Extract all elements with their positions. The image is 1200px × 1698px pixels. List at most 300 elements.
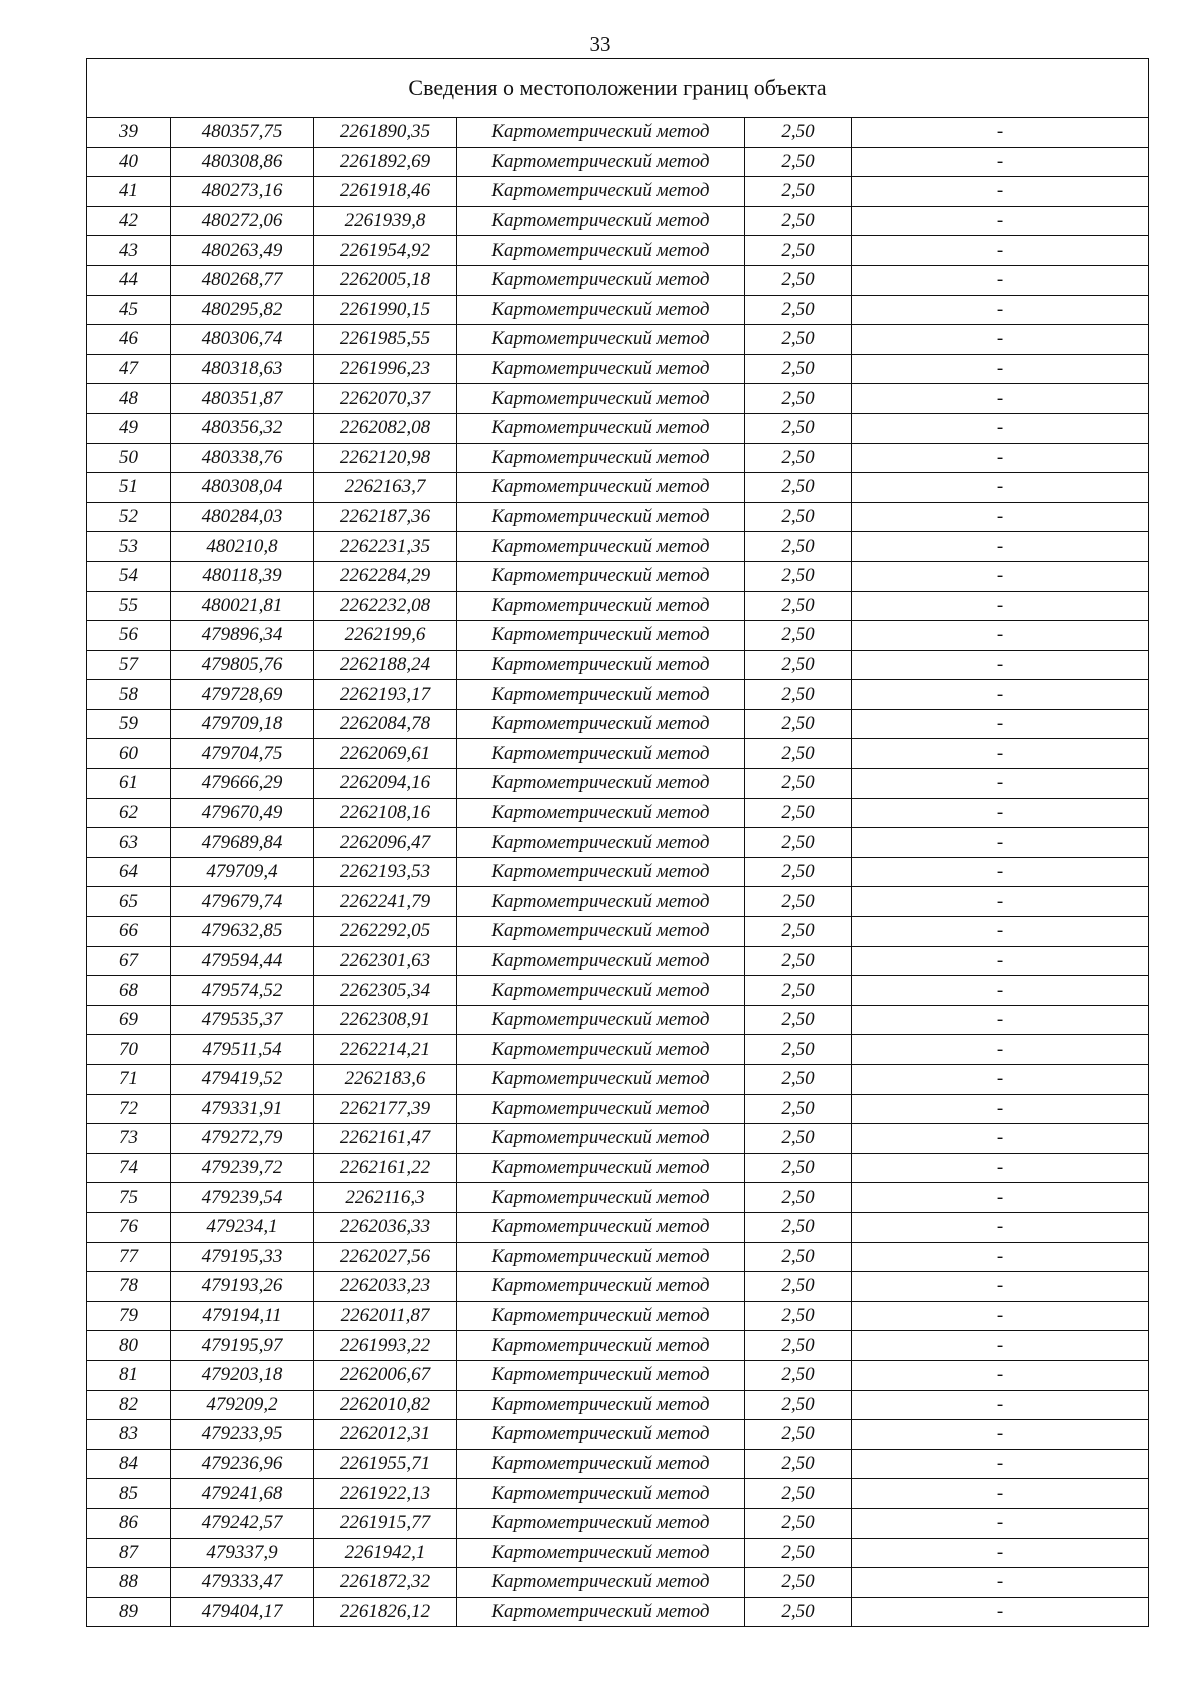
table-title: Сведения о местоположении границ объекта [87,59,1149,118]
y-coordinate-cell: 2262231,35 [314,532,457,562]
table-row [87,384,1149,414]
precision-cell: 2,50 [745,1005,852,1035]
point-number-cell: 76 [87,1212,171,1242]
description-cell: - [852,502,1149,532]
point-number-cell: 57 [87,650,171,680]
method-cell: Картометрический метод [457,1212,745,1242]
point-number-cell: 54 [87,561,171,591]
table-row [87,354,1149,384]
point-number-cell: 72 [87,1094,171,1124]
point-number-cell: 64 [87,857,171,887]
method-cell: Картометрический метод [457,147,745,177]
precision-cell: 2,50 [745,591,852,621]
precision-cell: 2,50 [745,1568,852,1598]
precision-cell: 2,50 [745,1449,852,1479]
description-cell: - [852,1183,1149,1213]
y-coordinate-cell: 2262301,63 [314,946,457,976]
method-cell: Картометрический метод [457,354,745,384]
y-coordinate-cell: 2262012,31 [314,1420,457,1450]
x-coordinate-cell: 480284,03 [171,502,314,532]
x-coordinate-cell: 479236,96 [171,1449,314,1479]
description-cell: - [852,1153,1149,1183]
table-row [87,206,1149,236]
precision-cell: 2,50 [745,621,852,651]
table-row [87,236,1149,266]
description-cell: - [852,1360,1149,1390]
description-cell: - [852,857,1149,887]
table-row [87,798,1149,828]
x-coordinate-cell: 479419,52 [171,1065,314,1095]
y-coordinate-cell: 2262199,6 [314,621,457,651]
method-cell: Картометрический метод [457,709,745,739]
description-cell: - [852,384,1149,414]
table-row [87,857,1149,887]
description-cell: - [852,1597,1149,1627]
point-number-cell: 87 [87,1538,171,1568]
x-coordinate-cell: 480118,39 [171,561,314,591]
y-coordinate-cell: 2262305,34 [314,976,457,1006]
precision-cell: 2,50 [745,147,852,177]
point-number-cell: 69 [87,1005,171,1035]
point-number-cell: 41 [87,177,171,207]
table-row [87,917,1149,947]
precision-cell: 2,50 [745,1390,852,1420]
precision-cell: 2,50 [745,384,852,414]
x-coordinate-cell: 479535,37 [171,1005,314,1035]
x-coordinate-cell: 480273,16 [171,177,314,207]
point-number-cell: 53 [87,532,171,562]
description-cell: - [852,1508,1149,1538]
x-coordinate-cell: 479728,69 [171,680,314,710]
point-number-cell: 77 [87,1242,171,1272]
method-cell: Картометрический метод [457,443,745,473]
description-cell: - [852,621,1149,651]
description-cell: - [852,206,1149,236]
description-cell: - [852,798,1149,828]
table-row [87,1005,1149,1035]
x-coordinate-cell: 479193,26 [171,1272,314,1302]
description-cell: - [852,917,1149,947]
point-number-cell: 49 [87,413,171,443]
description-cell: - [852,1212,1149,1242]
table-row [87,1094,1149,1124]
method-cell: Картометрический метод [457,561,745,591]
table-row [87,1479,1149,1509]
point-number-cell: 50 [87,443,171,473]
y-coordinate-cell: 2262308,91 [314,1005,457,1035]
description-cell: - [852,1094,1149,1124]
x-coordinate-cell: 479511,54 [171,1035,314,1065]
point-number-cell: 42 [87,206,171,236]
table-row [87,1508,1149,1538]
table-row [87,177,1149,207]
x-coordinate-cell: 479333,47 [171,1568,314,1598]
point-number-cell: 67 [87,946,171,976]
description-cell: - [852,236,1149,266]
method-cell: Картометрический метод [457,384,745,414]
table-row [87,946,1149,976]
x-coordinate-cell: 480308,04 [171,473,314,503]
table-row [87,828,1149,858]
x-coordinate-cell: 479337,9 [171,1538,314,1568]
point-number-cell: 61 [87,769,171,799]
x-coordinate-cell: 479574,52 [171,976,314,1006]
table-row [87,295,1149,325]
method-cell: Картометрический метод [457,1124,745,1154]
description-cell: - [852,1390,1149,1420]
point-number-cell: 83 [87,1420,171,1450]
point-number-cell: 46 [87,325,171,355]
description-cell: - [852,1449,1149,1479]
precision-cell: 2,50 [745,1538,852,1568]
y-coordinate-cell: 2262193,53 [314,857,457,887]
table-body [87,118,1149,1627]
table-row [87,1331,1149,1361]
x-coordinate-cell: 479239,54 [171,1183,314,1213]
precision-cell: 2,50 [745,857,852,887]
point-number-cell: 75 [87,1183,171,1213]
description-cell: - [852,1420,1149,1450]
precision-cell: 2,50 [745,1272,852,1302]
method-cell: Картометрический метод [457,1420,745,1450]
method-cell: Картометрический метод [457,295,745,325]
point-number-cell: 74 [87,1153,171,1183]
x-coordinate-cell: 479241,68 [171,1479,314,1509]
x-coordinate-cell: 479195,33 [171,1242,314,1272]
precision-cell: 2,50 [745,709,852,739]
y-coordinate-cell: 2261942,1 [314,1538,457,1568]
x-coordinate-cell: 479709,4 [171,857,314,887]
method-cell: Картометрический метод [457,1538,745,1568]
y-coordinate-cell: 2262082,08 [314,413,457,443]
y-coordinate-cell: 2262005,18 [314,265,457,295]
table-row [87,413,1149,443]
table-row [87,591,1149,621]
point-number-cell: 84 [87,1449,171,1479]
x-coordinate-cell: 480263,49 [171,236,314,266]
table-row [87,1124,1149,1154]
point-number-cell: 44 [87,265,171,295]
point-number-cell: 81 [87,1360,171,1390]
point-number-cell: 89 [87,1597,171,1627]
point-number-cell: 62 [87,798,171,828]
x-coordinate-cell: 480210,8 [171,532,314,562]
y-coordinate-cell: 2262161,47 [314,1124,457,1154]
precision-cell: 2,50 [745,1035,852,1065]
y-coordinate-cell: 2262011,87 [314,1301,457,1331]
method-cell: Картометрический метод [457,739,745,769]
table-title-row [87,59,1149,118]
method-cell: Картометрический метод [457,206,745,236]
boundary-coordinates-table [86,58,1149,1627]
description-cell: - [852,1331,1149,1361]
table-row [87,325,1149,355]
precision-cell: 2,50 [745,887,852,917]
y-coordinate-cell: 2261954,92 [314,236,457,266]
table-row [87,1035,1149,1065]
precision-cell: 2,50 [745,354,852,384]
point-number-cell: 73 [87,1124,171,1154]
point-number-cell: 40 [87,147,171,177]
x-coordinate-cell: 479805,76 [171,650,314,680]
description-cell: - [852,1538,1149,1568]
x-coordinate-cell: 479195,97 [171,1331,314,1361]
y-coordinate-cell: 2262084,78 [314,709,457,739]
table-row [87,561,1149,591]
table-row [87,1538,1149,1568]
y-coordinate-cell: 2262010,82 [314,1390,457,1420]
description-cell: - [852,532,1149,562]
x-coordinate-cell: 480318,63 [171,354,314,384]
point-number-cell: 43 [87,236,171,266]
precision-cell: 2,50 [745,443,852,473]
table-row [87,1568,1149,1598]
table-row [87,532,1149,562]
point-number-cell: 86 [87,1508,171,1538]
table-row [87,709,1149,739]
x-coordinate-cell: 479404,17 [171,1597,314,1627]
precision-cell: 2,50 [745,561,852,591]
y-coordinate-cell: 2261985,55 [314,325,457,355]
x-coordinate-cell: 480308,86 [171,147,314,177]
table-row [87,147,1149,177]
description-cell: - [852,1301,1149,1331]
x-coordinate-cell: 479194,11 [171,1301,314,1331]
method-cell: Картометрический метод [457,1360,745,1390]
method-cell: Картометрический метод [457,236,745,266]
y-coordinate-cell: 2262120,98 [314,443,457,473]
x-coordinate-cell: 479331,91 [171,1094,314,1124]
x-coordinate-cell: 479233,95 [171,1420,314,1450]
method-cell: Картометрический метод [457,828,745,858]
precision-cell: 2,50 [745,1508,852,1538]
point-number-cell: 56 [87,621,171,651]
method-cell: Картометрический метод [457,1331,745,1361]
x-coordinate-cell: 479679,74 [171,887,314,917]
table-row [87,769,1149,799]
y-coordinate-cell: 2262096,47 [314,828,457,858]
boundary-table-container [86,58,1148,1627]
x-coordinate-cell: 479209,2 [171,1390,314,1420]
precision-cell: 2,50 [745,265,852,295]
method-cell: Картометрический метод [457,473,745,503]
description-cell: - [852,650,1149,680]
x-coordinate-cell: 479242,57 [171,1508,314,1538]
x-coordinate-cell: 479709,18 [171,709,314,739]
method-cell: Картометрический метод [457,650,745,680]
precision-cell: 2,50 [745,1153,852,1183]
method-cell: Картометрический метод [457,1183,745,1213]
description-cell: - [852,177,1149,207]
table-row [87,1420,1149,1450]
method-cell: Картометрический метод [457,532,745,562]
x-coordinate-cell: 479272,79 [171,1124,314,1154]
precision-cell: 2,50 [745,1242,852,1272]
y-coordinate-cell: 2262177,39 [314,1094,457,1124]
precision-cell: 2,50 [745,769,852,799]
method-cell: Картометрический метод [457,1568,745,1598]
x-coordinate-cell: 480021,81 [171,591,314,621]
y-coordinate-cell: 2261996,23 [314,354,457,384]
method-cell: Картометрический метод [457,769,745,799]
method-cell: Картометрический метод [457,1153,745,1183]
method-cell: Картометрический метод [457,1035,745,1065]
y-coordinate-cell: 2261890,35 [314,118,457,148]
method-cell: Картометрический метод [457,1597,745,1627]
description-cell: - [852,1568,1149,1598]
y-coordinate-cell: 2262183,6 [314,1065,457,1095]
table-row [87,1301,1149,1331]
method-cell: Картометрический метод [457,1272,745,1302]
precision-cell: 2,50 [745,236,852,266]
description-cell: - [852,591,1149,621]
table-row [87,1242,1149,1272]
method-cell: Картометрический метод [457,1508,745,1538]
method-cell: Картометрический метод [457,591,745,621]
point-number-cell: 51 [87,473,171,503]
table-row [87,443,1149,473]
precision-cell: 2,50 [745,473,852,503]
description-cell: - [852,561,1149,591]
page-number: 33 [589,32,611,56]
y-coordinate-cell: 2261872,32 [314,1568,457,1598]
table-row [87,473,1149,503]
x-coordinate-cell: 480295,82 [171,295,314,325]
description-cell: - [852,473,1149,503]
x-coordinate-cell: 479234,1 [171,1212,314,1242]
precision-cell: 2,50 [745,828,852,858]
precision-cell: 2,50 [745,413,852,443]
precision-cell: 2,50 [745,1360,852,1390]
x-coordinate-cell: 480272,06 [171,206,314,236]
x-coordinate-cell: 480338,76 [171,443,314,473]
description-cell: - [852,354,1149,384]
method-cell: Картометрический метод [457,1301,745,1331]
method-cell: Картометрический метод [457,680,745,710]
method-cell: Картометрический метод [457,118,745,148]
x-coordinate-cell: 479704,75 [171,739,314,769]
point-number-cell: 70 [87,1035,171,1065]
precision-cell: 2,50 [745,295,852,325]
description-cell: - [852,325,1149,355]
method-cell: Картометрический метод [457,413,745,443]
table-row [87,1272,1149,1302]
y-coordinate-cell: 2261826,12 [314,1597,457,1627]
description-cell: - [852,1272,1149,1302]
point-number-cell: 60 [87,739,171,769]
table-row [87,680,1149,710]
method-cell: Картометрический метод [457,265,745,295]
y-coordinate-cell: 2262033,23 [314,1272,457,1302]
table-row [87,265,1149,295]
point-number-cell: 88 [87,1568,171,1598]
precision-cell: 2,50 [745,502,852,532]
precision-cell: 2,50 [745,650,852,680]
point-number-cell: 59 [87,709,171,739]
precision-cell: 2,50 [745,739,852,769]
method-cell: Картометрический метод [457,1390,745,1420]
y-coordinate-cell: 2262188,24 [314,650,457,680]
y-coordinate-cell: 2262116,3 [314,1183,457,1213]
method-cell: Картометрический метод [457,1449,745,1479]
y-coordinate-cell: 2262232,08 [314,591,457,621]
x-coordinate-cell: 480351,87 [171,384,314,414]
precision-cell: 2,50 [745,1420,852,1450]
precision-cell: 2,50 [745,1124,852,1154]
table-row [87,739,1149,769]
x-coordinate-cell: 479689,84 [171,828,314,858]
description-cell: - [852,265,1149,295]
y-coordinate-cell: 2261939,8 [314,206,457,236]
precision-cell: 2,50 [745,1094,852,1124]
y-coordinate-cell: 2262069,61 [314,739,457,769]
point-number-cell: 65 [87,887,171,917]
precision-cell: 2,50 [745,946,852,976]
x-coordinate-cell: 479203,18 [171,1360,314,1390]
precision-cell: 2,50 [745,976,852,1006]
method-cell: Картометрический метод [457,887,745,917]
x-coordinate-cell: 480268,77 [171,265,314,295]
y-coordinate-cell: 2262163,7 [314,473,457,503]
precision-cell: 2,50 [745,532,852,562]
description-cell: - [852,1242,1149,1272]
y-coordinate-cell: 2262006,67 [314,1360,457,1390]
point-number-cell: 71 [87,1065,171,1095]
x-coordinate-cell: 479666,29 [171,769,314,799]
table-row [87,1212,1149,1242]
description-cell: - [852,295,1149,325]
point-number-cell: 63 [87,828,171,858]
x-coordinate-cell: 479594,44 [171,946,314,976]
y-coordinate-cell: 2262241,79 [314,887,457,917]
description-cell: - [852,1065,1149,1095]
y-coordinate-cell: 2261892,69 [314,147,457,177]
y-coordinate-cell: 2262027,56 [314,1242,457,1272]
description-cell: - [852,739,1149,769]
point-number-cell: 45 [87,295,171,325]
point-number-cell: 79 [87,1301,171,1331]
point-number-cell: 58 [87,680,171,710]
table-row [87,1390,1149,1420]
x-coordinate-cell: 479896,34 [171,621,314,651]
method-cell: Картометрический метод [457,1065,745,1095]
x-coordinate-cell: 480356,32 [171,413,314,443]
y-coordinate-cell: 2262214,21 [314,1035,457,1065]
y-coordinate-cell: 2261918,46 [314,177,457,207]
point-number-cell: 55 [87,591,171,621]
point-number-cell: 82 [87,1390,171,1420]
method-cell: Картометрический метод [457,946,745,976]
method-cell: Картометрический метод [457,1094,745,1124]
description-cell: - [852,1005,1149,1035]
description-cell: - [852,1035,1149,1065]
table-row [87,1065,1149,1095]
table-row [87,118,1149,148]
method-cell: Картометрический метод [457,857,745,887]
description-cell: - [852,147,1149,177]
table-row [87,1153,1149,1183]
table-row [87,1183,1149,1213]
description-cell: - [852,413,1149,443]
method-cell: Картометрический метод [457,1479,745,1509]
method-cell: Картометрический метод [457,798,745,828]
description-cell: - [852,976,1149,1006]
point-number-cell: 68 [87,976,171,1006]
point-number-cell: 78 [87,1272,171,1302]
point-number-cell: 85 [87,1479,171,1509]
precision-cell: 2,50 [745,1301,852,1331]
table-row [87,621,1149,651]
